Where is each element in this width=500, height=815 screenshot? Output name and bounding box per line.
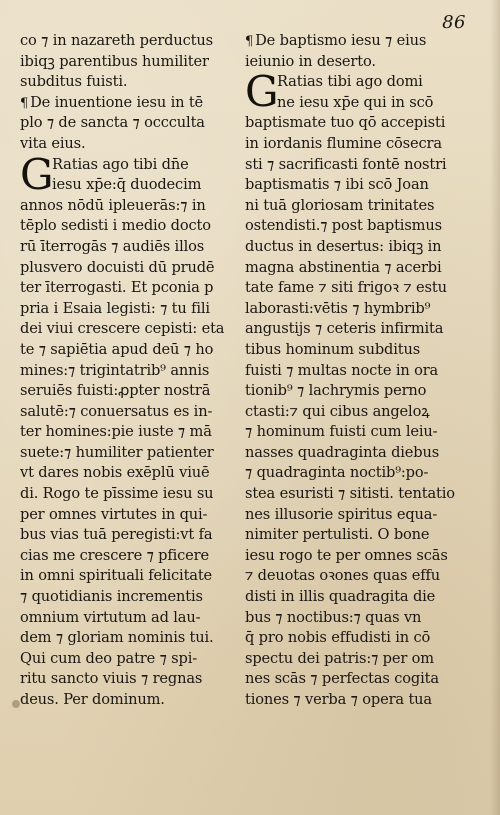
text-line: nimiter pertulisti. O bone [245,526,430,544]
text-line: ⁊ deuotas oꝛones quas effu [245,567,441,585]
text-line: iesu rogo te per omnes scās [245,546,448,564]
section-heading: plo ⁊ de sancta ⁊ occculta [20,114,205,132]
text-line: tionib⁹ ⁊ lachrymis perno [245,382,427,400]
text-line: dem ⁊ gloriam nominis tui. [20,629,214,647]
text-line: ⁊ quadraginta noctib⁹:po- [245,464,429,482]
text-line: magna abstinentia ⁊ acerbi [245,258,442,276]
text-line: ter īterrogasti. Et pconia p [20,279,214,297]
text-line: tēplo sedisti i medio docto [20,217,211,235]
text-line: ritu sancto viuis ⁊ regnas [20,670,203,688]
text-line: fuisti ⁊ multas nocte in ora [245,361,439,379]
text-line: deus. Per dominum. [20,691,165,708]
text-line: stea esuristi ⁊ sitisti. tentatio [245,485,455,503]
text-line: ⁊ hominum fuisti cum leiu- [245,423,438,441]
text-line: angustijs ⁊ ceteris infirmita [245,320,444,338]
text-line: ⁊ quotidianis incrementis [20,588,203,606]
text-line: ni tuā gloriosam trinitates [245,196,435,214]
text-line: tibus hominum subditus [245,340,421,358]
text-line: ter homines:pie iuste ⁊ mā [20,423,212,441]
text-line: per omnes virtutes in qui- [20,505,208,523]
text-line: bus vias tuā peregisti:vt fa [20,526,213,544]
text-line: cias me crescere ⁊ pficere [20,546,209,564]
left-column [20,31,242,711]
page-gutter-shadow [490,0,500,815]
text-line: nasses quadraginta diebus [245,443,440,461]
section-heading-text: De inuentione iesu in tē [30,93,204,111]
section-heading [245,31,463,52]
paragraph-mark-icon: ¶ [245,34,254,49]
text-line: spectu dei patris:⁊ per om [245,649,434,667]
text-line: te ⁊ sapiētia apud deū ⁊ ho [20,340,214,358]
drop-capital: G [20,149,54,199]
text-line: in omni spirituali felicitate [20,567,213,585]
text-line: ostendisti.⁊ post baptismus [245,217,442,235]
text-line: Ratias tibi ago domi [277,73,423,91]
text-line: ne iesu xp̄e qui in scō [277,93,434,111]
text-line: tate fame ⁊ siti frigoꝛ ⁊ estu [245,279,447,297]
text-line: vt dares nobis exēplū viuē [20,464,210,482]
text-line: seruiēs fuisti:ꝓpter nostrā [20,382,211,400]
text-line: pria i Esaia legisti: ⁊ tu fili [20,299,210,317]
text-line: sti ⁊ sacrificasti fontē nostri [245,155,447,173]
text-line: salutē:⁊ conuersatus es in- [20,402,213,420]
text-line: ibiqꝫ parentibus humiliter [20,52,209,70]
section-heading: vita eius. [20,134,86,152]
text-line: plusvero docuisti dū prudē [20,258,215,276]
text-line: nes illusorie spiritus equa- [245,505,438,523]
text-line: omnium virtutum ad lau- [20,608,201,626]
section-heading-text: De baptismo iesu ⁊ eius [255,32,427,49]
text-line: laborasti:vētis ⁊ hymbrib⁹ [245,299,431,317]
text-line: disti in illis quadragita die [245,588,436,606]
section-heading [20,93,242,114]
text-line: baptismate tuo qō accepisti [245,114,446,132]
text-line: iesu xp̄e:q̄ duodecim [52,176,202,194]
text-line: mines:⁊ trigintatrib⁹ annis [20,361,210,379]
text-line: bus ⁊ noctibus:⁊ quas vn [245,608,422,626]
text-line: nes scās ⁊ perfectas cogita [245,670,439,688]
text-line: tiones ⁊ verba ⁊ opera tua [245,691,432,708]
text-line: suete:⁊ humiliter patienter [20,443,214,461]
text-line: subditus fuisti. [20,73,128,91]
text-line: ctasti:⁊ qui cibus angeloꝝ [245,402,430,420]
text-line: Qui cum deo patre ⁊ spi- [20,649,198,667]
folio-number: 86 [442,12,466,33]
text-line: in iordanis flumine cōsecra [245,134,442,152]
text-line: Ratias ago tibi dn̄e [52,155,189,173]
section-heading: ieiunio in deserto. [245,52,376,70]
text-line: co ⁊ in nazareth perductus [20,32,213,49]
paper-stain [12,700,20,708]
drop-capital: G [245,67,279,117]
text-line: rū īterrogās ⁊ audiēs illos [20,237,205,255]
text-line: di. Rogo te pīssime iesu su [20,485,214,503]
text-line: annos nōdū ipleuerās:⁊ in [20,196,206,214]
paragraph-mark-icon: ¶ [20,95,29,111]
prayer-paragraph [20,149,242,711]
text-line: ductus in desertus: ibiqꝫ in [245,237,442,255]
text-line: baptismatis ⁊ ibi scō Joan [245,176,429,194]
text-line: dei viui crescere cepisti: eta [20,320,225,338]
text-line: q̄ pro nobis effudisti in cō [245,629,431,647]
right-column [245,31,463,711]
prayer-paragraph [245,67,463,710]
